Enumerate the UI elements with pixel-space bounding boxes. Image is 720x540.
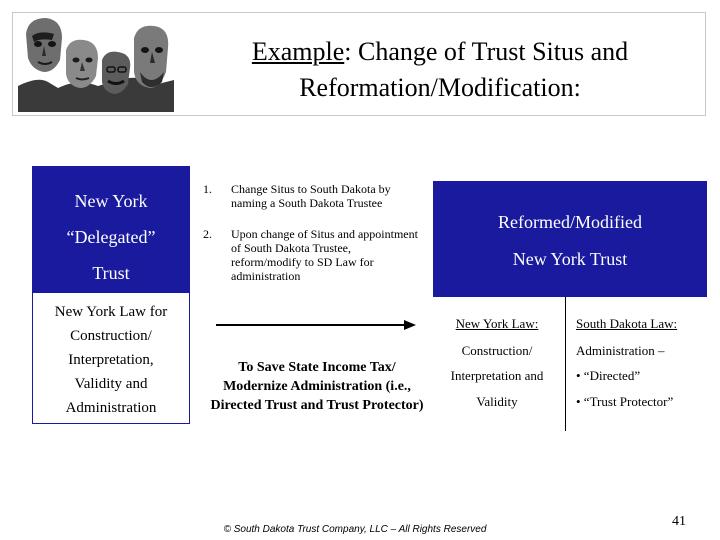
left-panel-line-3: Trust	[92, 263, 130, 283]
copyright-footer: © South Dakota Trust Company, LLC – All Rights Reserved	[223, 524, 487, 535]
left-law-line-4: Validity and	[74, 376, 148, 392]
ny-law-cell-2: Interpretation and	[450, 368, 544, 383]
title-line-1-rest: : Change of Trust Situs and	[344, 37, 629, 66]
step-1-number: 1.	[203, 182, 212, 196]
step-2-number: 2.	[203, 227, 212, 241]
right-panel-line-2: New York Trust	[512, 249, 628, 269]
left-panel-line-2: “Delegated”	[66, 227, 156, 247]
sd-law-cell-2: • “Directed”	[576, 368, 641, 383]
page-number: 41	[672, 514, 686, 529]
tax-caption: To Save State Income Tax/ Modernize Administration (i.e., Directed Trust and Trust Protector)	[210, 360, 424, 413]
step-2-text: Upon change of Situs and appointment of South Dakota Trustee, reform/modify to SD Law for administration	[231, 227, 418, 283]
sd-law-header: South Dakota Law:	[576, 316, 678, 331]
left-law-line-1: New York Law for	[54, 304, 168, 320]
right-panel-line-1: Reformed/Modified	[498, 212, 642, 232]
left-law-line-5: Administration	[65, 400, 157, 416]
left-panel-line-1: New York	[74, 191, 148, 211]
right-trust-panel	[433, 181, 707, 297]
sd-law-cell-3: • “Trust Protector”	[576, 394, 674, 409]
left-law-line-2: Construction/	[70, 328, 152, 344]
right-arrow-icon	[216, 318, 416, 332]
sd-law-cell-1: Administration –	[576, 343, 665, 358]
title-line-2: Reformation/Modification:	[299, 73, 581, 102]
mount-rushmore-logo	[18, 16, 174, 112]
ny-law-cell-3: Validity	[476, 394, 518, 409]
column-divider	[565, 297, 566, 431]
left-law-line-3: Interpretation,	[68, 352, 154, 368]
title-line-1	[190, 36, 690, 68]
ny-law-header: New York Law:	[455, 316, 539, 331]
step-1-text: Change Situs to South Dakota by naming a South Dakota Trustee	[231, 182, 391, 210]
title-keyword: Example	[251, 37, 345, 66]
ny-law-cell-1: Construction/	[461, 343, 533, 358]
